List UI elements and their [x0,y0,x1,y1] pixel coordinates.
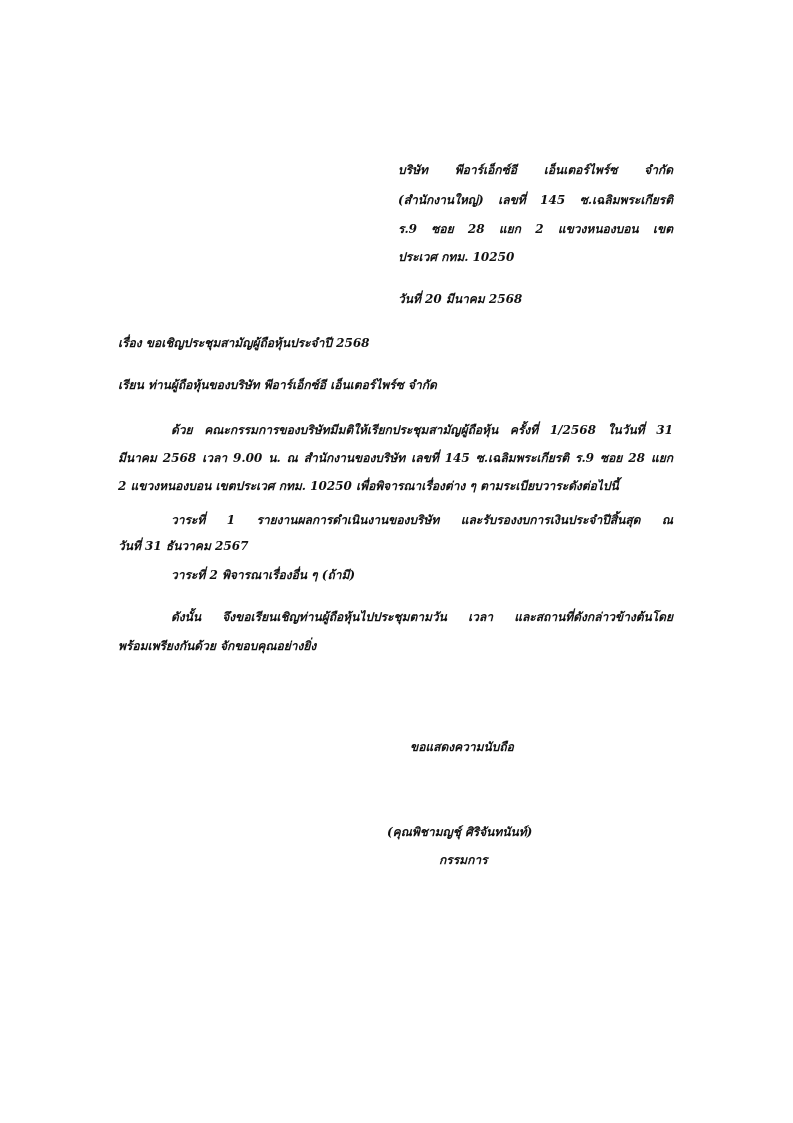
company-address-line-4: ประเวศ กทม. 10250 [398,250,515,264]
body-paragraph-2-line-2: พร้อมเพรียงกันด้วย จักขอบคุณอย่างยิ่ง [118,639,317,653]
agenda-item-1-line-1: วาระที่ 1 รายงานผลการดำเนินงานของบริษัท และรับรองงบการเงินประจำปีสิ้นสุด ณ [171,513,673,527]
signatory-title: กรรมการ [439,853,488,867]
agenda-item-2: วาระที่ 2 พิจารณาเรื่องอื่น ๆ (ถ้ามี) [171,568,356,582]
letter-subject: เรื่อง ขอเชิญประชุมสามัญผู้ถือหุ้นประจำปี 2568 [118,336,370,350]
letter-recipient: เรียน ท่านผู้ถือหุ้นของบริษัท พีอาร์เอ็กซ์อี เอ็นเตอร์ไพร์ซ จำกัด [118,378,437,392]
body-paragraph-1-line-1: ด้วย คณะกรรมการของบริษัทมีมติให้เรียกประชุมสามัญผู้ถือหุ้น ครั้งที่ 1/2568 ในวันที่ 31 [171,423,673,437]
body-paragraph-1-line-2: มีนาคม 2568 เวลา 9.00 น. ณ สำนักงานของบริษัท เลขที่ 145 ซ.เฉลิมพระเกียรติ ร.9 ซอย 28 แยก [118,451,673,465]
letter-date: วันที่ 20 มีนาคม 2568 [398,292,523,306]
agenda-item-1-line-2: วันที่ 31 ธันวาคม 2567 [118,539,249,553]
company-address-line-1: บริษัท พีอาร์เอ็กซ์อี เอ็นเตอร์ไพร์ซ จำกัด [398,163,673,177]
company-address-line-2: (สำนักงานใหญ่) เลขที่ 145 ซ.เฉลิมพระเกียรติ [398,193,673,207]
letter-closing: ขอแสดงความนับถือ [410,740,514,754]
company-address-line-3: ร.9 ซอย 28 แยก 2 แขวงหนองบอน เขต [398,222,673,236]
body-paragraph-2-line-1: ดังนั้น จึงขอเรียนเชิญท่านผู้ถือหุ้นไปประชุมตามวัน เวลา และสถานที่ดังกล่าวข้างต้นโดย [171,610,673,624]
body-paragraph-1-line-3: 2 แขวงหนองบอน เขตประเวศ กทม. 10250 เพื่อพิจารณาเรื่องต่าง ๆ ตามระเบียบวาระดังต่อไปนี้ [118,479,619,493]
signatory-name: (คุณพิชามญชุ์ ศิริจันทนันท์) [387,825,533,839]
